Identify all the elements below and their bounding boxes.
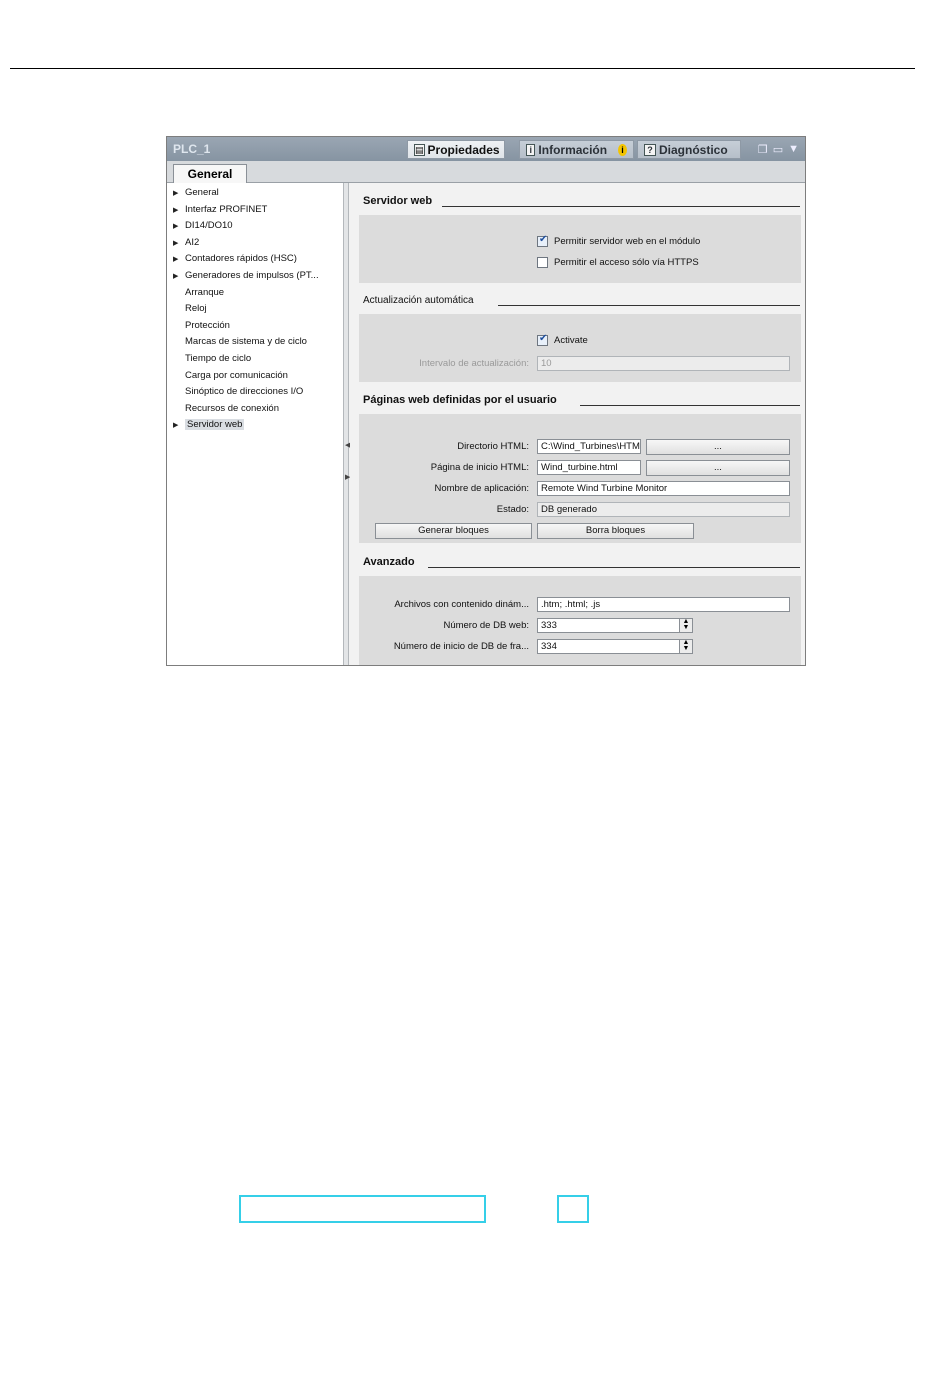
web-db-number-field[interactable]: 333 — [537, 618, 680, 633]
start-page-label: Página de inicio HTML: — [430, 462, 529, 473]
start-page-field[interactable]: Wind_turbine.html — [537, 460, 641, 475]
info-badge-icon: i — [618, 144, 627, 156]
dropdown-arrow-icon[interactable]: ▼ — [788, 143, 799, 155]
generate-blocks-button[interactable]: Generar bloques — [375, 523, 532, 539]
panel-splitter[interactable] — [343, 183, 349, 666]
enable-web-server-checkbox[interactable] — [537, 236, 548, 247]
nav-item-startup[interactable]: Arranque — [185, 287, 225, 298]
tab-properties-label: Propiedades — [427, 142, 500, 157]
expand-arrow-icon[interactable]: ▶ — [173, 273, 179, 280]
expand-arrow-icon[interactable]: ▶ — [173, 240, 179, 247]
properties-window — [166, 136, 806, 666]
auto-update-panel — [359, 314, 801, 382]
section-title-auto-update: Actualización automática — [363, 295, 474, 306]
activate-checkbox[interactable] — [537, 335, 548, 346]
diagnostics-icon: ? — [644, 144, 656, 156]
section-title-web-server: Servidor web — [363, 195, 433, 207]
annotation-box-small — [557, 1195, 589, 1223]
section-divider — [442, 206, 800, 207]
float-window-icon[interactable]: ❐ — [757, 144, 768, 156]
nav-item-system-clock-markers[interactable]: Marcas de sistema y de ciclo — [185, 336, 307, 347]
properties-icon: ▤ — [415, 144, 424, 155]
https-only-label: Permitir el acceso sólo vía HTTPS — [554, 257, 699, 268]
https-only-checkbox[interactable] — [537, 257, 548, 268]
expand-arrow-icon[interactable]: ▶ — [173, 190, 179, 197]
nav-item-ai2[interactable]: ▶ AI2 — [173, 237, 200, 248]
tab-properties[interactable] — [407, 140, 505, 159]
section-divider — [498, 305, 800, 306]
expand-arrow-icon[interactable]: ▶ — [173, 223, 179, 230]
nav-item-cycle-time[interactable]: Tiempo de ciclo — [185, 353, 252, 364]
application-name-field[interactable]: Remote Wind Turbine Monitor — [537, 481, 790, 496]
tab-information-label: Información — [538, 142, 608, 157]
html-directory-label: Directorio HTML: — [457, 441, 529, 452]
window-controls — [758, 143, 799, 156]
nav-item-connection-resources[interactable]: Recursos de conexión — [185, 403, 279, 414]
fragment-db-start-field[interactable]: 334 — [537, 639, 680, 654]
update-interval-label: Intervalo de actualización: — [419, 358, 529, 369]
dynamic-files-label: Archivos con contenido dinám... — [394, 599, 529, 610]
nav-item-hsc[interactable]: ▶ Contadores rápidos (HSC) — [173, 253, 297, 264]
enable-web-server-label: Permitir servidor web en el módulo — [554, 236, 701, 247]
web-db-number-label: Número de DB web: — [443, 620, 529, 631]
delete-blocks-button[interactable]: Borra bloques — [537, 523, 694, 539]
expand-right-icon[interactable]: ▶ — [345, 474, 351, 481]
fragment-db-start-spinner-icon[interactable]: ▲ ▼ — [679, 639, 693, 654]
nav-item-pulse-generators[interactable]: ▶ Generadores de impulsos (PT... — [173, 270, 319, 281]
web-server-panel — [359, 215, 801, 283]
annotation-box-wide — [239, 1195, 486, 1223]
dynamic-files-field[interactable]: .htm; .html; .js — [537, 597, 790, 612]
tab-diagnostics-label: Diagnóstico — [659, 142, 728, 157]
tab-general[interactable]: General — [173, 164, 247, 184]
state-field: DB generado — [537, 502, 790, 517]
nav-item-communication-load[interactable]: Carga por comunicación — [185, 370, 288, 381]
minimize-window-icon[interactable]: ▭ — [772, 144, 784, 156]
tab-information[interactable] — [519, 140, 634, 159]
inspector-titlebar — [167, 137, 805, 161]
expand-arrow-icon[interactable]: ▶ — [173, 422, 179, 429]
browse-directory-button[interactable]: ... — [646, 439, 790, 455]
nav-item-web-server[interactable]: ▶ Servidor web — [173, 419, 243, 430]
activate-label: Activate — [554, 335, 588, 346]
section-divider — [428, 567, 800, 568]
html-directory-field[interactable]: C:\Wind_Turbines\HTM — [537, 439, 641, 454]
tab-diagnostics[interactable] — [637, 140, 741, 159]
advanced-panel — [359, 576, 801, 666]
browse-start-page-button[interactable]: ... — [646, 460, 790, 476]
page-top-rule — [10, 68, 915, 69]
info-icon: i — [526, 144, 535, 156]
section-title-advanced: Avanzado — [363, 556, 415, 568]
nav-item-profinet[interactable]: ▶ Interfaz PROFINET — [173, 204, 268, 215]
fragment-db-start-label: Número de inicio de DB de fra... — [393, 641, 529, 652]
nav-item-io-overview[interactable]: Sinóptico de direcciones I/O — [185, 386, 304, 397]
nav-tree — [167, 183, 343, 666]
properties-content — [350, 183, 806, 666]
update-interval-field[interactable]: 10 — [537, 356, 790, 371]
state-label: Estado: — [496, 504, 529, 515]
nav-item-protection[interactable]: Protección — [185, 320, 230, 331]
window-title: PLC_1 — [173, 142, 211, 156]
nav-item-di14-do10[interactable]: ▶ DI14/DO10 — [173, 220, 233, 231]
collapse-left-icon[interactable]: ◀ — [345, 442, 351, 449]
user-pages-panel — [359, 414, 801, 543]
nav-item-general[interactable]: ▶ General — [173, 187, 219, 198]
web-db-number-spinner-icon[interactable]: ▲ ▼ — [679, 618, 693, 633]
section-title-user-pages: Páginas web definidas por el usuario — [363, 394, 557, 406]
expand-arrow-icon[interactable]: ▶ — [173, 256, 179, 263]
application-name-label: Nombre de aplicación: — [434, 483, 529, 494]
section-divider — [580, 405, 800, 406]
expand-arrow-icon[interactable]: ▶ — [173, 207, 179, 214]
section-tabstrip — [167, 161, 805, 183]
nav-item-clock[interactable]: Reloj — [185, 303, 207, 314]
